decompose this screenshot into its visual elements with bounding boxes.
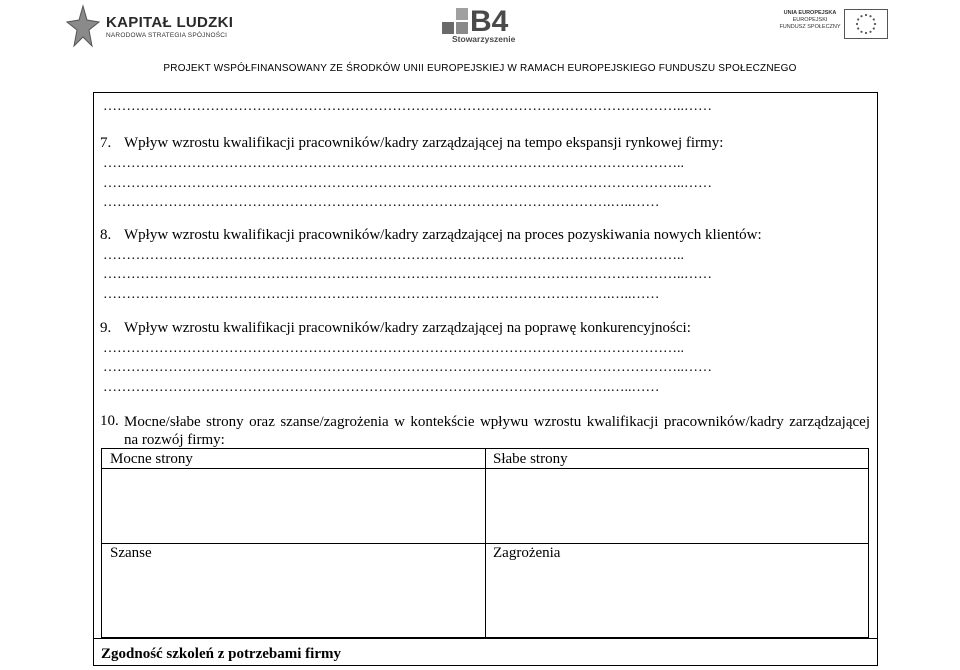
answer-line: ……………………………………………………………………………………………………………..…… [103,99,712,114]
answer-line: ……………………………………………………………………………………………….…..…… [103,195,660,210]
answer-line: …………………………………………………………………………………………………………….. [103,156,684,171]
question-9-text: Wpływ wzrostu kwalifikacji pracowników/kadry zarządzającej na poprawę konkurencyjności: [124,320,691,336]
kapital-ludzki-title: KAPITAŁ LUDZKI [106,14,234,31]
question-10-text: Mocne/słabe strony oraz szanse/zagrożenia w kontekście wpływu wzrostu kwalifikacji pracowników/kadry zarządzającej na rozwój firmy: [124,414,870,448]
project-cofinancing-line: PROJEKT WSPÓŁFINANSOWANY ZE ŚRODKÓW UNII EUROPEJSKIEJ W RAMACH EUROPEJSKIEGO FUNDUSZU SPOŁECZNEGO [163,63,797,74]
b4-subtitle: Stowarzyszenie [452,34,516,44]
b4-blocks-icon [442,8,470,36]
answer-line: ……………………………………………………………………………………………………………..…… [103,360,712,375]
eu-flag-icon [844,9,888,39]
eu-line-3: FUNDUSZ SPOŁECZNY [779,23,841,30]
section-divider [93,638,878,639]
kapital-ludzki-star-icon [66,4,100,48]
eu-logo [770,8,890,40]
kapital-ludzki-logo [66,4,234,50]
question-9-number: 9. [100,320,112,336]
swot-threats-label: Zagrożenia [493,545,561,561]
answer-line: ……………………………………………………………………………………………….…..…… [103,380,660,395]
question-8-text: Wpływ wzrostu kwalifikacji pracowników/kadry zarządzającej na proces pozyskiwania nowych klientów: [124,227,762,243]
b4-stowarzyszenie-logo [440,6,530,46]
swot-row-divider [102,543,868,544]
question-10-number: 10. [100,413,119,429]
question-7-text: Wpływ wzrostu kwalifikacji pracowników/kadry zarządzającej na tempo ekspansji rynkowej firmy: [124,135,724,151]
kapital-ludzki-subtitle: NARODOWA STRATEGIA SPÓJNOŚCI [106,32,228,39]
answer-line: ……………………………………………………………………………………………….…..…… [103,287,660,302]
answer-line: ……………………………………………………………………………………………………………..…… [103,176,712,191]
eu-line-1: UNIA EUROPEJSKA [783,10,837,16]
swot-strengths-label: Mocne strony [110,451,193,467]
swot-header-divider [102,468,868,469]
question-7-number: 7. [100,135,112,151]
swot-opportunities-label: Szanse [110,545,152,561]
b4-mark: B4 [470,5,509,38]
answer-line: ……………………………………………………………………………………………………………..…… [103,267,712,282]
eu-line-2: EUROPEJSKI [792,16,828,23]
swot-weaknesses-label: Słabe strony [493,451,568,467]
section-heading: Zgodność szkoleń z potrzebami firmy [101,646,341,662]
question-8-number: 8. [100,227,112,243]
answer-line: …………………………………………………………………………………………………………….. [103,248,684,263]
eu-text [778,10,842,31]
answer-line: …………………………………………………………………………………………………………….. [103,341,684,356]
swot-table [101,448,869,638]
